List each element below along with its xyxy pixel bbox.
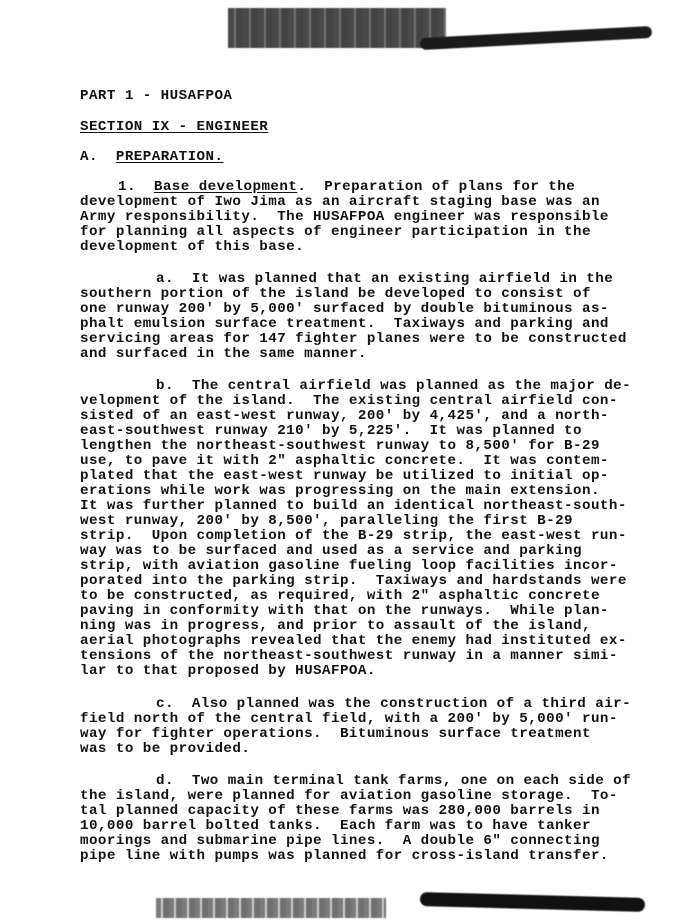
paragraph-d-line: pipe line with pumps was planned for cross-island transfer. xyxy=(80,848,609,864)
paragraph-a-line: a. It was planned that an existing airfield in the xyxy=(156,271,614,287)
paragraph-c-line: field north of the central field, with a 200' by 5,000' run- xyxy=(80,711,618,727)
paragraph-b-line: It was further planned to build an identical northeast-south- xyxy=(80,498,627,514)
paragraph-b-line: use, to pave it with 2" asphaltic concrete. It was contem- xyxy=(80,453,609,469)
paragraph-b-line: b. The central airfield was planned as the major de- xyxy=(156,378,632,394)
paragraph-d-line: tal planned capacity of these farms was 280,000 barrels in xyxy=(80,803,600,819)
paragraph-b-line: paving in conformity with that on the runways. While plan- xyxy=(80,603,609,619)
subsection-letter: A. xyxy=(80,149,98,165)
paragraph-b-line: to be constructed, as required, with 2" asphaltic concrete xyxy=(80,588,600,604)
paragraph-b-line: west runway, 200' by 8,500', paralleling the first B-29 xyxy=(80,513,574,529)
section-heading: SECTION IX - ENGINEER xyxy=(80,119,269,135)
paragraph-1-line: for planning all aspects of engineer participation in the xyxy=(80,224,591,240)
paragraph-d-line: the island, were planned for aviation gasoline storage. To- xyxy=(80,788,618,804)
paragraph-1-first-line: 1. Base development. Preparation of plans for the xyxy=(118,179,576,195)
redacted-classification-stamp-bottom xyxy=(156,898,386,918)
paragraph-b-line: way was to be surfaced and used as a service and parking xyxy=(80,543,582,559)
paragraph-1-line: development of Iwo Jima as an aircraft staging base was an xyxy=(80,194,600,210)
paragraph-a-line: one runway 200' by 5,000' surfaced by double bituminous as- xyxy=(80,301,609,317)
paragraph-title: Base development xyxy=(153,179,298,195)
paragraph-b-line: erations while work was progressing on the main extension. xyxy=(80,483,600,499)
redaction-bar-bottom xyxy=(420,892,645,912)
paragraph-c-line: c. Also planned was the construction of a third air- xyxy=(156,696,632,712)
paragraph-number: 1. xyxy=(118,179,136,195)
paragraph-a-line: southern portion of the island be developed to consist of xyxy=(80,286,591,302)
paragraph-b-line: sisted of an east-west runway, 200' by 4,425', and a north- xyxy=(80,408,609,424)
paragraph-1-line: development of this base. xyxy=(80,239,305,255)
redaction-bar xyxy=(420,26,652,50)
paragraph-b-line: east-southwest runway 210' by 5,225'. It was planned to xyxy=(80,423,582,439)
paragraph-a-line: and surfaced in the same manner. xyxy=(80,346,367,362)
paragraph-a-line: servicing areas for 147 fighter planes were to be constructed xyxy=(80,331,627,347)
paragraph-b-line: lengthen the northeast-southwest runway to 8,500' for B-29 xyxy=(80,438,600,454)
paragraph-b-line: velopment of the island. The existing central airfield con- xyxy=(80,393,618,409)
paragraph-b-line: strip, with aviation gasoline fueling loop facilities incor- xyxy=(80,558,618,574)
paragraph-b-line: tensions of the northeast-southwest runway in a manner simi- xyxy=(80,648,618,664)
subsection-title: PREPARATION. xyxy=(115,149,224,165)
paragraph-d-line: d. Two main terminal tank farms, one on each side of xyxy=(156,773,632,789)
paragraph-b-line: ning was in progress, and prior to assault of the island, xyxy=(80,618,591,634)
paragraph-b-line: strip. Upon completion of the B-29 strip, the east-west run- xyxy=(80,528,627,544)
redacted-classification-stamp xyxy=(228,8,446,48)
paragraph-b-line: plated that the east-west runway be utilized to initial op- xyxy=(80,468,609,484)
paragraph-b-line: aerial photographs revealed that the enemy had instituted ex- xyxy=(80,633,627,649)
paragraph-d-line: moorings and submarine pipe lines. A double 6" connecting xyxy=(80,833,600,849)
paragraph-c-line: was to be provided. xyxy=(80,741,251,757)
paragraph-a-line: phalt emulsion surface treatment. Taxiways and parking and xyxy=(80,316,609,332)
paragraph-c-line: way for fighter operations. Bituminous surface treatment xyxy=(80,726,591,742)
paragraph-1-line: Army responsibility. The HUSAFPOA engineer was responsible xyxy=(80,209,609,225)
paragraph-b-line: lar to that proposed by HUSAFPOA. xyxy=(80,663,376,679)
subsection-heading xyxy=(80,150,223,165)
paragraph-d-line: 10,000 barrel bolted tanks. Each farm was to have tanker xyxy=(80,818,591,834)
part-heading: PART 1 - HUSAFPOA xyxy=(80,88,233,104)
paragraph-b-line: porated into the parking strip. Taxiways and hardstands were xyxy=(80,573,627,589)
